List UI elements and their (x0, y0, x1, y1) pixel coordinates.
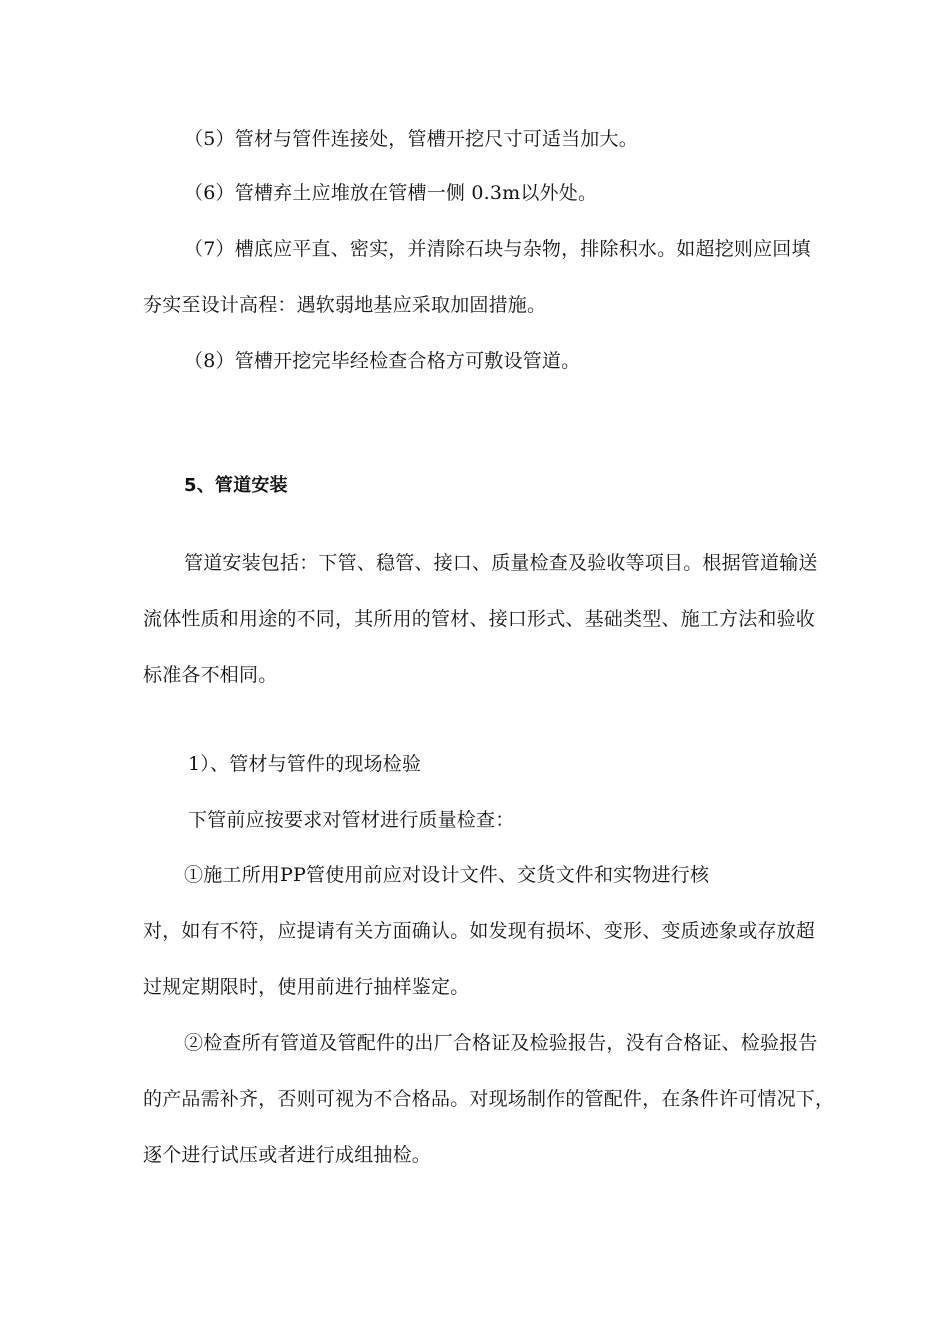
inspection-item-2-line-1: ②检查所有管道及管配件的出厂合格证及检验报告，没有合格证、检验报告 (184, 1032, 818, 1054)
section-heading: 5、管道安装 (184, 475, 288, 496)
inspection-item-1-line-1: ①施工所用PP管使用前应对设计文件、交货文件和实物进行核 (184, 864, 710, 886)
inspection-item-1-line-2: 对，如有不符，应提请有关方面确认。如发现有损坏、变形、变质迹象或存放超 (143, 920, 816, 942)
paragraph-item-7-line-2: 夯实至设计高程：遇软弱地基应采取加固措施。 (143, 294, 547, 316)
inspection-item-1-line-3: 过规定期限时，使用前进行抽样鉴定。 (143, 976, 470, 998)
paragraph-item-7-line-1: （7）槽底应平直、密实，并清除石块与杂物，排除积水。如超挖则应回填 (184, 238, 811, 260)
intro-paragraph-line-1: 管道安装包括：下管、稳管、接口、质量检查及验收等项目。根据管道输送 (184, 552, 818, 574)
inspection-item-2-line-3: 逐个进行试压或者进行成组抽检。 (143, 1144, 432, 1166)
paragraph-item-8: （8）管槽开挖完毕经检查合格方可敷设管道。 (184, 350, 581, 372)
intro-paragraph-line-3: 标准各不相同。 (143, 664, 278, 686)
inspection-intro: 下管前应按要求对管材进行质量检查： (188, 809, 515, 831)
paragraph-item-6: （6）管槽弃土应堆放在管槽一侧 0.3m以外处。 (184, 182, 598, 204)
inspection-item-2-line-2: 的产品需补齐，否则可视为不合格品。对现场制作的管配件，在条件许可情况下， (143, 1088, 835, 1110)
paragraph-item-5: （5）管材与管件连接处，管槽开挖尺寸可适当加大。 (184, 128, 638, 150)
subsection-heading: 1）、管材与管件的现场检验 (188, 753, 422, 775)
intro-paragraph-line-2: 流体性质和用途的不同，其所用的管材、接口形式、基础类型、施工方法和验收 (143, 608, 816, 630)
